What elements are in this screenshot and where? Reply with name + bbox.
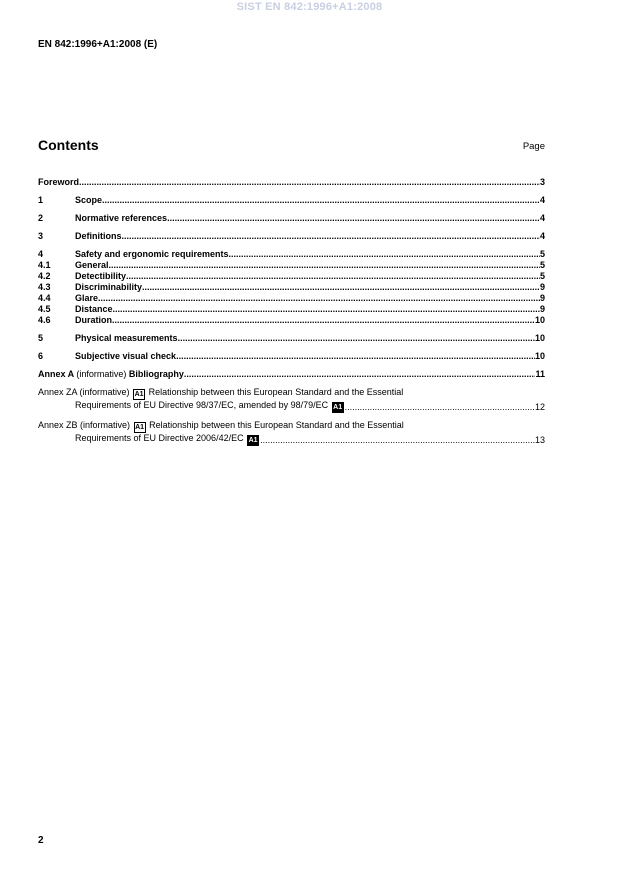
toc-number: 4.2 [38,271,51,281]
toc-title: Discriminability [75,282,143,292]
toc-page: 10 [534,315,545,325]
toc-page: 5 [539,260,545,270]
annex-title-line2: Requirements of EU Directive 2006/42/EC [75,433,244,443]
toc-entry-distance[interactable] [38,304,545,315]
toc-page: 10 [534,333,545,343]
toc-page: 9 [539,293,545,303]
toc-title: Normative references [75,213,168,223]
annex-label: Annex A [38,369,74,379]
amendment-end-icon: A1 [333,404,343,411]
toc-entry-scope[interactable] [38,195,545,206]
toc-entry-foreword[interactable] [38,177,545,188]
page-number: 2 [38,835,44,846]
toc-page: 4 [539,213,545,223]
toc-page: 9 [539,282,545,292]
toc-number: 4 [38,249,44,259]
toc-entry-glare[interactable] [38,293,545,304]
amendment-end-icon: A1 [248,437,258,444]
toc-number: 4.1 [38,260,51,270]
amendment-start-icon: A1 [134,391,144,398]
document-id: EN 842:1996+A1:2008 (E) [38,39,158,50]
annex-label: Annex ZA [38,387,78,397]
toc-number: 4.5 [38,304,51,314]
amendment-start-icon: A1 [135,424,145,431]
toc-title: Safety and ergonomic requirements [75,249,229,259]
toc-title: General [75,260,109,270]
annex-status: (informative) [79,387,130,397]
toc-entry-general[interactable] [38,260,545,271]
toc-entry-discriminability[interactable] [38,282,545,293]
toc-page: 5 [539,249,545,259]
toc-page: 9 [539,304,545,314]
toc-number: 4.3 [38,282,51,292]
toc-title: Glare [75,293,99,303]
annex-title-line1: Relationship between this European Standard and the Essential [149,420,404,430]
toc-entry-duration[interactable] [38,315,545,326]
toc-page: 4 [539,231,545,241]
toc-title: Physical measurements [75,333,178,343]
annex-status: (informative) [80,420,131,430]
toc-entry-safety-requirements[interactable] [38,249,545,260]
toc-number: 4.4 [38,293,51,303]
annex-title: Bibliography [128,369,184,379]
toc-number: 2 [38,213,44,223]
toc-number: 6 [38,351,44,361]
toc-entry-subjective-visual-check[interactable] [38,351,545,362]
toc-entry-annex-zb[interactable] [38,420,545,446]
toc-title: Detectibility [75,271,127,281]
toc-page: 4 [539,195,545,205]
toc-title: Foreword [38,177,80,187]
annex-title-line1: Relationship between this European Standard and the Essential [148,387,404,397]
toc-number: 4.6 [38,315,51,325]
toc-number: 3 [38,231,44,241]
toc-title: Scope [75,195,103,205]
toc-page: 5 [539,271,545,281]
toc-entry-detectibility[interactable] [38,271,545,282]
toc-page: 10 [534,351,545,361]
toc-entry-normative-references[interactable] [38,213,545,224]
toc-number: 1 [38,195,44,205]
toc-entry-definitions[interactable] [38,231,545,242]
table-of-contents [38,177,545,446]
watermark: SIST EN 842:1996+A1:2008 [236,1,383,13]
toc-page: 11 [535,369,545,379]
toc-page: 3 [539,177,545,187]
toc-entry-annex-a[interactable] [38,369,545,380]
toc-title: Definitions [75,231,122,241]
toc-title: Duration [75,315,112,325]
toc-title: Distance [75,304,113,314]
annex-label: Annex ZB [38,420,78,430]
toc-entry-annex-za[interactable] [38,387,545,413]
toc-entry-physical-measurements[interactable] [38,333,545,344]
toc-page: 13 [534,435,545,445]
toc-page: 12 [534,402,545,412]
annex-title-line2: Requirements of EU Directive 98/37/EC, amended by 98/79/EC [75,400,329,410]
page-column-header: Page [522,141,545,152]
toc-title: Subjective visual check [75,351,177,361]
toc-number: 5 [38,333,44,343]
contents-heading: Contents [38,137,99,153]
annex-status: (informative) [76,369,127,379]
